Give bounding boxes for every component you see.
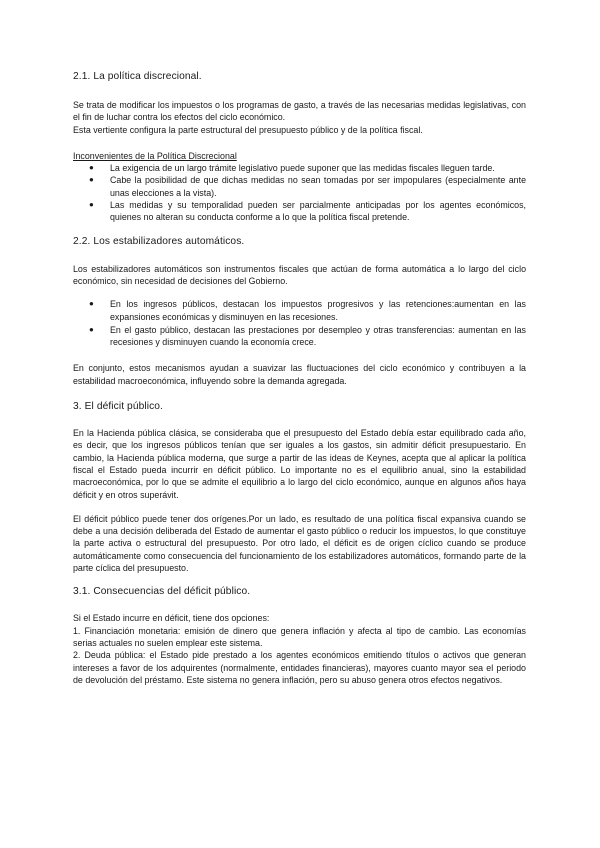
list-item: ● Las medidas y su temporalidad pueden ser parcialmente anticipadas por los agentes económicos, quienes no alteran su conducta conforme a lo que la política fiscal pretende. — [89, 200, 526, 223]
s21-paragraph-1: Se trata de modificar los impuestos o los programas de gasto, a través de las necesarias medidas legislativas, con el fin de luchar contra los efectos del ciclo económico. — [73, 100, 526, 123]
list-item: ● Cabe la posibilidad de que dichas medidas no sean tomadas por ser impopulares (especialmente ante unas elecciones a la vista). — [89, 175, 526, 198]
s3-paragraph-1: En la Hacienda pública clásica, se consideraba que el presupuesto del Estado debía estar equilibrado cada año, es decir, que los ingresos públicos tenían que ser iguales a los gastos, sin admitir déficit presupuestario. En cambio, la Hacienda pública moderna, que surge a partir de las ideas de Keynes, acepta que al aplicar la política fiscal el Estado pueda incurrir en déficit público. Lo importante no es el equilibrio anual, sino la estabilidad macroeconómica, por lo que se admite el equilibrio a lo largo del ciclo económico, aunque en algunos años haya déficit y en otros superávit. — [73, 428, 526, 500]
section-2-2-title: 2.2. Los estabilizadores automáticos. — [73, 235, 245, 247]
list-item: ● La exigencia de un largo trámite legislativo puede suponer que las medidas fiscales lleguen tarde. — [89, 163, 495, 174]
inconvenientes-list — [73, 162, 526, 223]
list-item: ● En el gasto público, destacan las prestaciones por desempleo y otras transferencias: aumentan en las recesiones y disminuyen cuando la economía crece. — [89, 324, 526, 348]
bullet-icon: ● — [89, 200, 94, 210]
bullet-icon: ● — [89, 175, 94, 185]
consecuencias-block — [73, 612, 526, 686]
bullet-icon: ● — [89, 163, 94, 173]
section-2-1-title: 2.1. La política discrecional. — [73, 71, 202, 82]
s22-paragraph-2: En conjunto, estos mecanismos ayudan a suavizar las fluctuaciones del ciclo económico y contribuyen a la estabilidad macroeconómica, influyendo sobre la demanda agregada. — [73, 363, 526, 386]
s31-option-1: 1. Financiación monetaria: emisión de dinero que genera inflación y afecta al tipo de cambio. Las economías serias actuales no suelen emplear este sistema. — [73, 625, 526, 648]
s21-paragraph-2: Esta vertiente configura la parte estructural del presupuesto público y de la política fiscal. — [73, 124, 423, 135]
estabilizadores-list — [73, 298, 526, 348]
section-3-1-title: 3.1. Consecuencias del déficit público. — [73, 586, 251, 598]
bullet-icon: ● — [89, 299, 94, 309]
s31-option-2: 2. Deuda pública: el Estado pide prestado a los agentes económicos emitiendo títulos o activos que generan intereses a favor de los adquirentes (normalmente, entidades financieras), mayores cuanto mayor sea el periodo de devolución del préstamo. Este sistema no genera inflación, pero su abuso genera otros efectos negativos. — [73, 650, 526, 685]
bullet-icon: ● — [89, 324, 94, 334]
document-page — [73, 62, 526, 686]
s22-paragraph-1: Los estabilizadores automáticos son instrumentos fiscales que actúan de forma automática a lo largo del ciclo económico, sin necesidad de decisiones del Gobierno. — [73, 263, 526, 286]
section-3-title: 3. El déficit público. — [73, 401, 163, 413]
s31-intro: Si el Estado incurre en déficit, tiene dos opciones: — [73, 613, 270, 624]
s3-paragraph-2: El déficit público puede tener dos orígenes.Por un lado, es resultado de una política fiscal expansiva cuando se debe a una decisión deliberada del Estado de aumentar el gasto público o reducir los impuestos, lo que constituye la parte activa o estructural del presupuesto. Por otro lado, el déficit es de origen cíclico cuando se produce automáticamente como consecuencia del funcionamiento de los estabilizadores automáticos, formando parte de la parte cíclica del presupuesto. — [73, 513, 526, 574]
inconvenientes-heading: Inconvenientes de la Política Discrecional — [73, 150, 237, 161]
list-item: ● En los ingresos públicos, destacan los impuestos progresivos y las retenciones:aumentan en las expansiones económicas y disminuyen en las recesiones. — [89, 299, 526, 322]
